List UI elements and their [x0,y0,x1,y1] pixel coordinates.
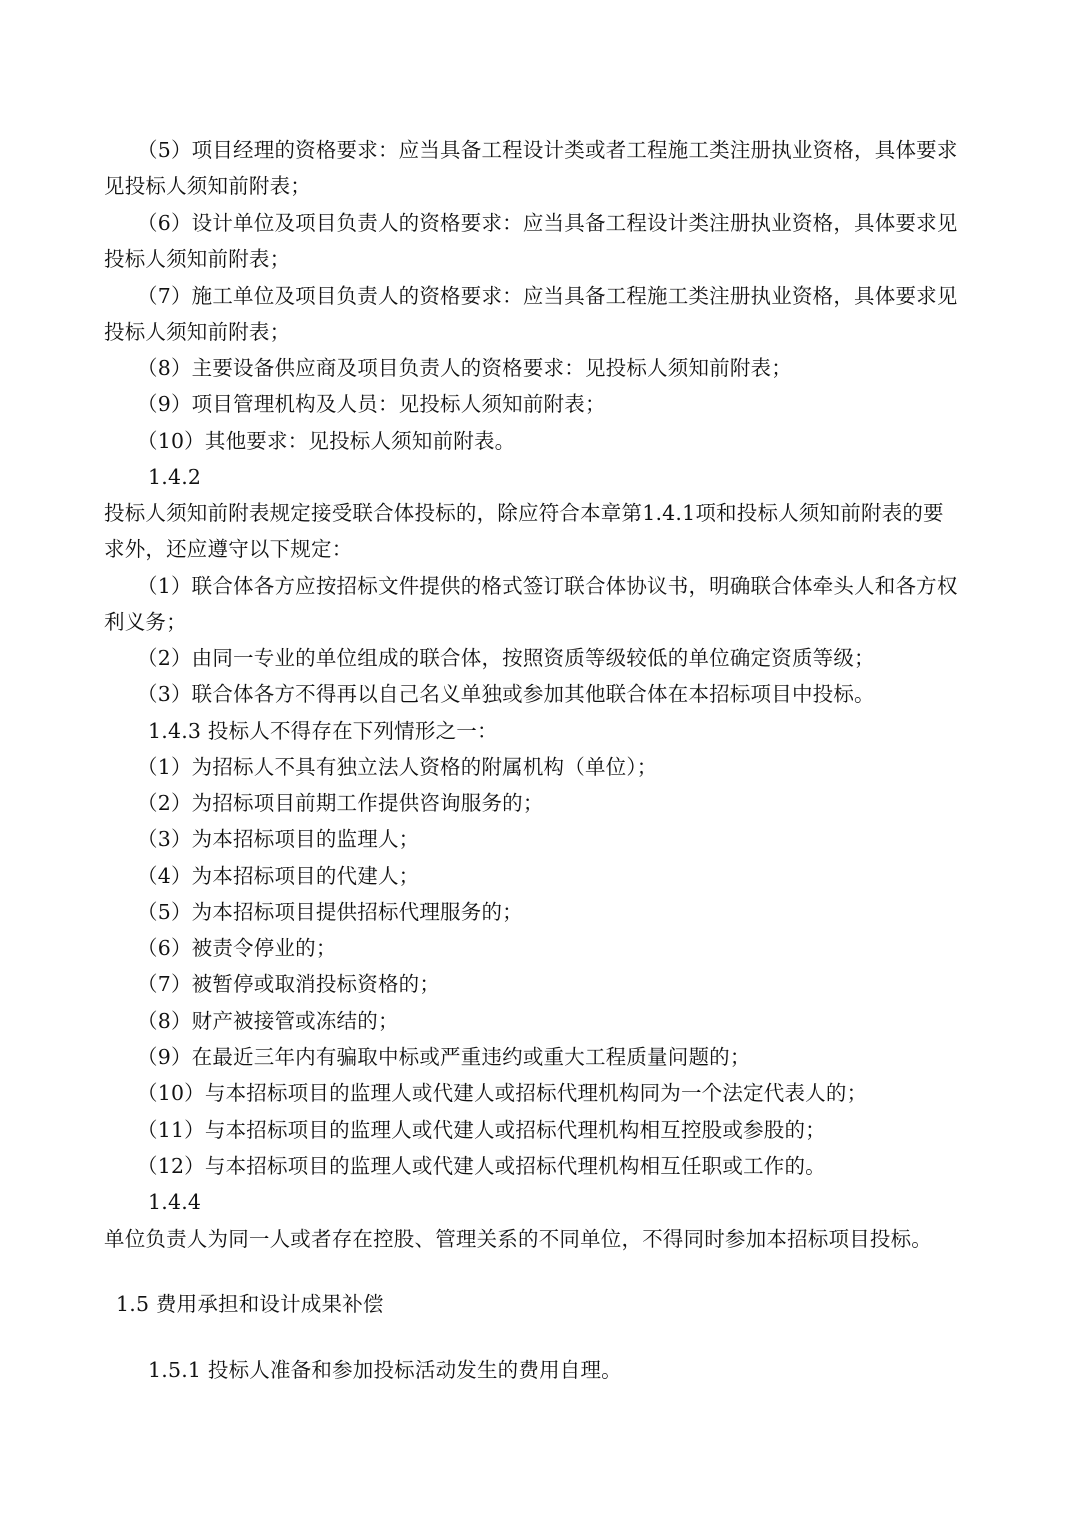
section-1-4-2-line-2: 求外，还应遵守以下规定： [104,537,353,561]
exclusion-3: （3）为本招标项目的监理人； [137,827,420,851]
exclusion-6: （6）被责令停业的； [137,936,337,960]
exclusion-11: （11）与本招标项目的监理人或代建人或招标代理机构相互控股或参股的； [137,1118,826,1142]
exclusion-12: （12）与本招标项目的监理人或代建人或招标代理机构相互任职或工作的。 [137,1154,826,1178]
clause-5-line-1: （5）项目经理的资格要求：应当具备工程设计类或者工程施工类注册执业资格，具体要求 [137,138,958,162]
clause-6-line-2: 投标人须知前附表； [104,247,291,271]
exclusion-1: （1）为招标人不具有独立法人资格的附属机构（单位）； [137,755,658,779]
clause-10: （10）其他要求：见投标人须知前附表。 [137,429,516,453]
joint-clause-1-line-2: 利义务； [104,610,187,634]
clause-5-line-2: 见投标人须知前附表； [104,174,311,198]
section-1-4-4-heading: 1.4.4 [148,1190,202,1214]
exclusion-4: （4）为本招标项目的代建人； [137,864,420,888]
clause-8: （8）主要设备供应商及项目负责人的资格要求：见投标人须知前附表； [137,356,792,380]
joint-clause-3: （3）联合体各方不得再以自己名义单独或参加其他联合体在本招标项目中投标。 [137,682,875,706]
exclusion-8: （8）财产被接管或冻结的； [137,1009,399,1033]
clause-7-line-1: （7）施工单位及项目负责人的资格要求：应当具备工程施工类注册执业资格，具体要求见 [137,284,958,308]
section-1-4-2-line-1: 投标人须知前附表规定接受联合体投标的，除应符合本章第1.4.1项和投标人须知前附表的要 [104,501,944,525]
section-1-4-4-text: 单位负责人为同一人或者存在控股、管理关系的不同单位，不得同时参加本招标项目投标。 [104,1227,932,1251]
clause-6-line-1: （6）设计单位及项目负责人的资格要求：应当具备工程设计类注册执业资格，具体要求见 [137,211,958,235]
section-1-4-3-heading: 1.4.3 投标人不得存在下列情形之一： [148,719,498,743]
clause-9: （9）项目管理机构及人员：见投标人须知前附表； [137,392,606,416]
exclusion-2: （2）为招标项目前期工作提供咨询服务的； [137,791,544,815]
section-1-5-heading: 1.5 费用承担和设计成果补偿 [116,1292,384,1316]
clause-7-line-2: 投标人须知前附表； [104,320,291,344]
joint-clause-2: （2）由同一专业的单位组成的联合体，按照资质等级较低的单位确定资质等级； [137,646,875,670]
exclusion-9: （9）在最近三年内有骗取中标或严重违约或重大工程质量问题的； [137,1045,751,1069]
exclusion-7: （7）被暂停或取消投标资格的； [137,972,441,996]
section-1-4-2-heading: 1.4.2 [148,465,202,489]
exclusion-10: （10）与本招标项目的监理人或代建人或招标代理机构同为一个法定代表人的； [137,1081,868,1105]
section-1-5-1-text: 1.5.1 投标人准备和参加投标活动发生的费用自理。 [148,1358,622,1382]
joint-clause-1-line-1: （1）联合体各方应按招标文件提供的格式签订联合体协议书，明确联合体牵头人和各方权 [137,574,958,598]
exclusion-5: （5）为本招标项目提供招标代理服务的； [137,900,523,924]
